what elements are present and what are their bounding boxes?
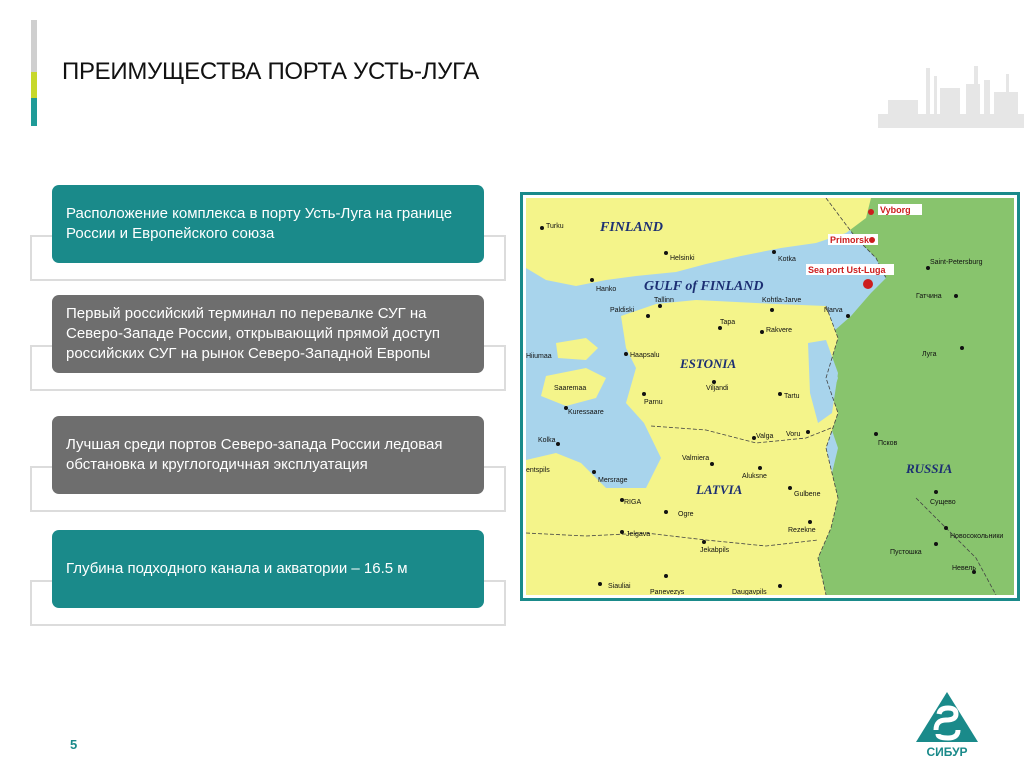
svg-text:Aluksne: Aluksne — [742, 473, 767, 480]
svg-text:Пустошка: Пустошка — [890, 549, 922, 556]
map-label-estonia: ESTONIA — [680, 356, 737, 371]
svg-text:Псков: Псков — [878, 440, 898, 447]
svg-text:Hanko: Hanko — [596, 286, 617, 293]
map-label-finland: FINLAND — [600, 220, 664, 235]
svg-text:Kuressaare: Kuressaare — [568, 409, 604, 416]
svg-text:Valga: Valga — [756, 433, 774, 440]
svg-text:Kolka: Kolka — [538, 437, 556, 444]
svg-text:Rakvere: Rakvere — [766, 327, 793, 334]
svg-text:Gulbene: Gulbene — [794, 491, 821, 498]
svg-text:Viljandi: Viljandi — [706, 385, 729, 392]
svg-text:Valmiera: Valmiera — [682, 455, 710, 462]
slide-title: ПРЕИМУЩЕСТВА ПОРТА УСТЬ-ЛУГА — [62, 58, 479, 85]
svg-text:Saint-Petersburg: Saint-Petersburg — [930, 259, 983, 266]
svg-text:entspils: entspils — [526, 467, 550, 474]
svg-text:Невель: Невель — [952, 565, 976, 572]
advantage-card-text: Лучшая среди портов Северо-запада России ледовая обстановка и круглогодичная эксплуатация — [52, 416, 484, 494]
svg-text:Гатчина: Гатчина — [916, 293, 942, 300]
svg-text:Tallinn: Tallinn — [654, 297, 674, 304]
svg-text:Narva: Narva — [824, 307, 843, 314]
factory-silhouette-icon — [878, 62, 1024, 128]
svg-text:Mersrage: Mersrage — [598, 477, 628, 484]
accent-bar-lime — [31, 72, 37, 98]
svg-text:Vyborg: Vyborg — [880, 205, 911, 215]
svg-text:Sea port Ust-Luga: Sea port Ust-Luga — [808, 265, 886, 275]
accent-bar — [31, 20, 37, 126]
svg-text:Tapa: Tapa — [720, 319, 736, 326]
svg-text:Panevezys: Panevezys — [650, 589, 685, 595]
svg-text:Jelgava: Jelgava — [626, 531, 651, 538]
svg-text:Hiiumaa: Hiiumaa — [526, 353, 552, 360]
page-number: 5 — [70, 737, 78, 752]
svg-text:Primorsk: Primorsk — [830, 235, 870, 245]
region-map — [520, 192, 1020, 601]
svg-text:Helsinki: Helsinki — [670, 255, 695, 262]
svg-text:Voru: Voru — [786, 431, 801, 438]
svg-text:Paldiski: Paldiski — [610, 307, 635, 314]
map-label-russia: RUSSIA — [906, 461, 953, 476]
svg-text:Rezekne: Rezekne — [788, 527, 816, 534]
svg-text:Kotka: Kotka — [778, 256, 796, 263]
logo-text: СИБУР — [926, 745, 968, 759]
svg-text:Turku: Turku — [546, 223, 564, 230]
svg-text:Луга: Луга — [922, 351, 937, 358]
svg-text:Tartu: Tartu — [784, 393, 800, 400]
map-label-latvia: LATVIA — [696, 482, 743, 497]
advantage-card-text: Расположение комплекса в порту Усть-Луга на границе России и Европейского союза — [52, 185, 484, 263]
svg-text:Сущево: Сущево — [930, 499, 956, 506]
svg-text:Ogre: Ogre — [678, 511, 694, 518]
accent-bar-gray — [31, 20, 37, 72]
svg-text:Siauliai: Siauliai — [608, 583, 631, 590]
advantage-card-text: Первый российский терминал по перевалке СУГ на Северо-Западе России, открывающий прямой доступ российских СУГ на рынок Северо-Западной Европы — [52, 295, 484, 373]
svg-text:Parnu: Parnu — [644, 399, 663, 406]
svg-text:Daugavpils: Daugavpils — [732, 589, 767, 595]
svg-text:RIGA: RIGA — [624, 499, 642, 506]
svg-text:Новосокольники: Новосокольники — [950, 533, 1004, 540]
advantage-card-text: Глубина подходного канала и акватории – 16.5 м — [52, 530, 484, 608]
sibur-logo — [912, 690, 982, 760]
svg-text:Saaremaa: Saaremaa — [554, 385, 587, 392]
region-map-image — [526, 198, 1014, 595]
svg-text:Kohtla-Jarve: Kohtla-Jarve — [762, 297, 802, 304]
svg-text:Jekabpils: Jekabpils — [700, 547, 730, 554]
map-label-gulf: GULF of FINLAND — [644, 279, 764, 294]
svg-text:Haapsalu: Haapsalu — [630, 352, 660, 359]
accent-bar-teal — [31, 98, 37, 126]
